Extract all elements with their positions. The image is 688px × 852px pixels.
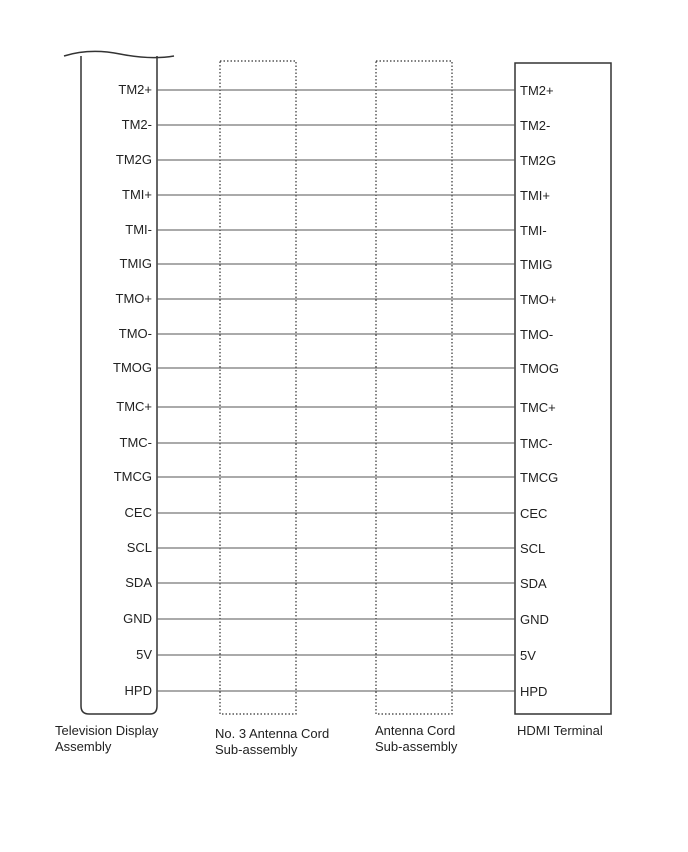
antenna-cord-caption [375,723,457,755]
wires [157,90,515,691]
tv-display-caption-line-2: Assembly [55,739,112,754]
tv-display-pin-labels [113,82,152,698]
tv-display-caption [55,723,158,755]
hdmi-pin-tm2g: TM2G [520,153,557,168]
antenna-cord-no3-caption [215,726,329,758]
tv-display-caption-line-1: Television Display [55,723,159,738]
antenna-cord-box [376,61,452,714]
tv-pin-tm2g: TM2G [115,152,152,167]
hdmi-pin-scl: SCL [520,541,546,556]
tv-pin-cec: CEC [124,505,152,520]
hdmi-pin-tmoplus: TMO+ [520,292,557,307]
hdmi-terminal-pin-labels [520,83,559,699]
hdmi-pin-tmominus: TMO- [520,327,554,342]
hdmi-terminal-caption [517,723,603,739]
hdmi-pin-gnd: GND [520,612,549,627]
tv-pin-tmiminus: TMI- [125,222,152,237]
antenna-cord-no3-box [220,61,296,714]
tv-pin-tmominus: TMO- [118,326,152,341]
tv-pin-sda: SDA [125,575,152,590]
tv-pin-tmoplus: TMO+ [115,291,152,306]
antenna-cord-caption-line-2: Sub-assembly [375,739,458,754]
antenna-cord-no3-caption-line-1: No. 3 Antenna Cord [215,726,330,741]
tv-pin-tm2plus: TM2+ [118,82,152,97]
tv-pin-tm2minus: TM2- [121,117,152,132]
hdmi-pin-5v: 5V [520,648,536,663]
hdmi-pin-tm2plus: TM2+ [520,83,554,98]
hdmi-pin-tmiplus: TMI+ [520,188,550,203]
tv-pin-scl: SCL [126,540,152,555]
tv-pin-tmcminus: TMC- [119,435,152,450]
hdmi-pin-tmcminus: TMC- [520,436,553,451]
hdmi-pin-tmcg: TMCG [520,470,559,485]
tv-pin-tmcg: TMCG [113,469,152,484]
tv-pin-tmig: TMIG [119,256,152,271]
hdmi-pin-tmog: TMOG [520,361,559,376]
tv-display-box [64,51,174,714]
hdmi-pin-tmcplus: TMC+ [520,400,556,415]
hdmi-pin-tmiminus: TMI- [520,223,547,238]
antenna-cord-caption-line-1: Antenna Cord [375,723,456,738]
tv-pin-hpd: HPD [124,683,152,698]
hdmi-pin-hpd: HPD [520,684,548,699]
hdmi-pin-tm2minus: TM2- [520,118,551,133]
tv-pin-5v: 5V [136,647,152,662]
tv-pin-tmiplus: TMI+ [122,187,152,202]
antenna-cord-no3-caption-line-2: Sub-assembly [215,742,298,757]
tv-pin-gnd: GND [123,611,152,626]
hdmi-pin-cec: CEC [520,506,548,521]
hdmi-pin-tmig: TMIG [520,257,553,272]
hdmi-pin-sda: SDA [520,576,547,591]
tv-pin-tmcplus: TMC+ [116,399,152,414]
tv-pin-tmog: TMOG [113,360,152,375]
hdmi-terminal-caption-line-1: HDMI Terminal [517,723,603,738]
